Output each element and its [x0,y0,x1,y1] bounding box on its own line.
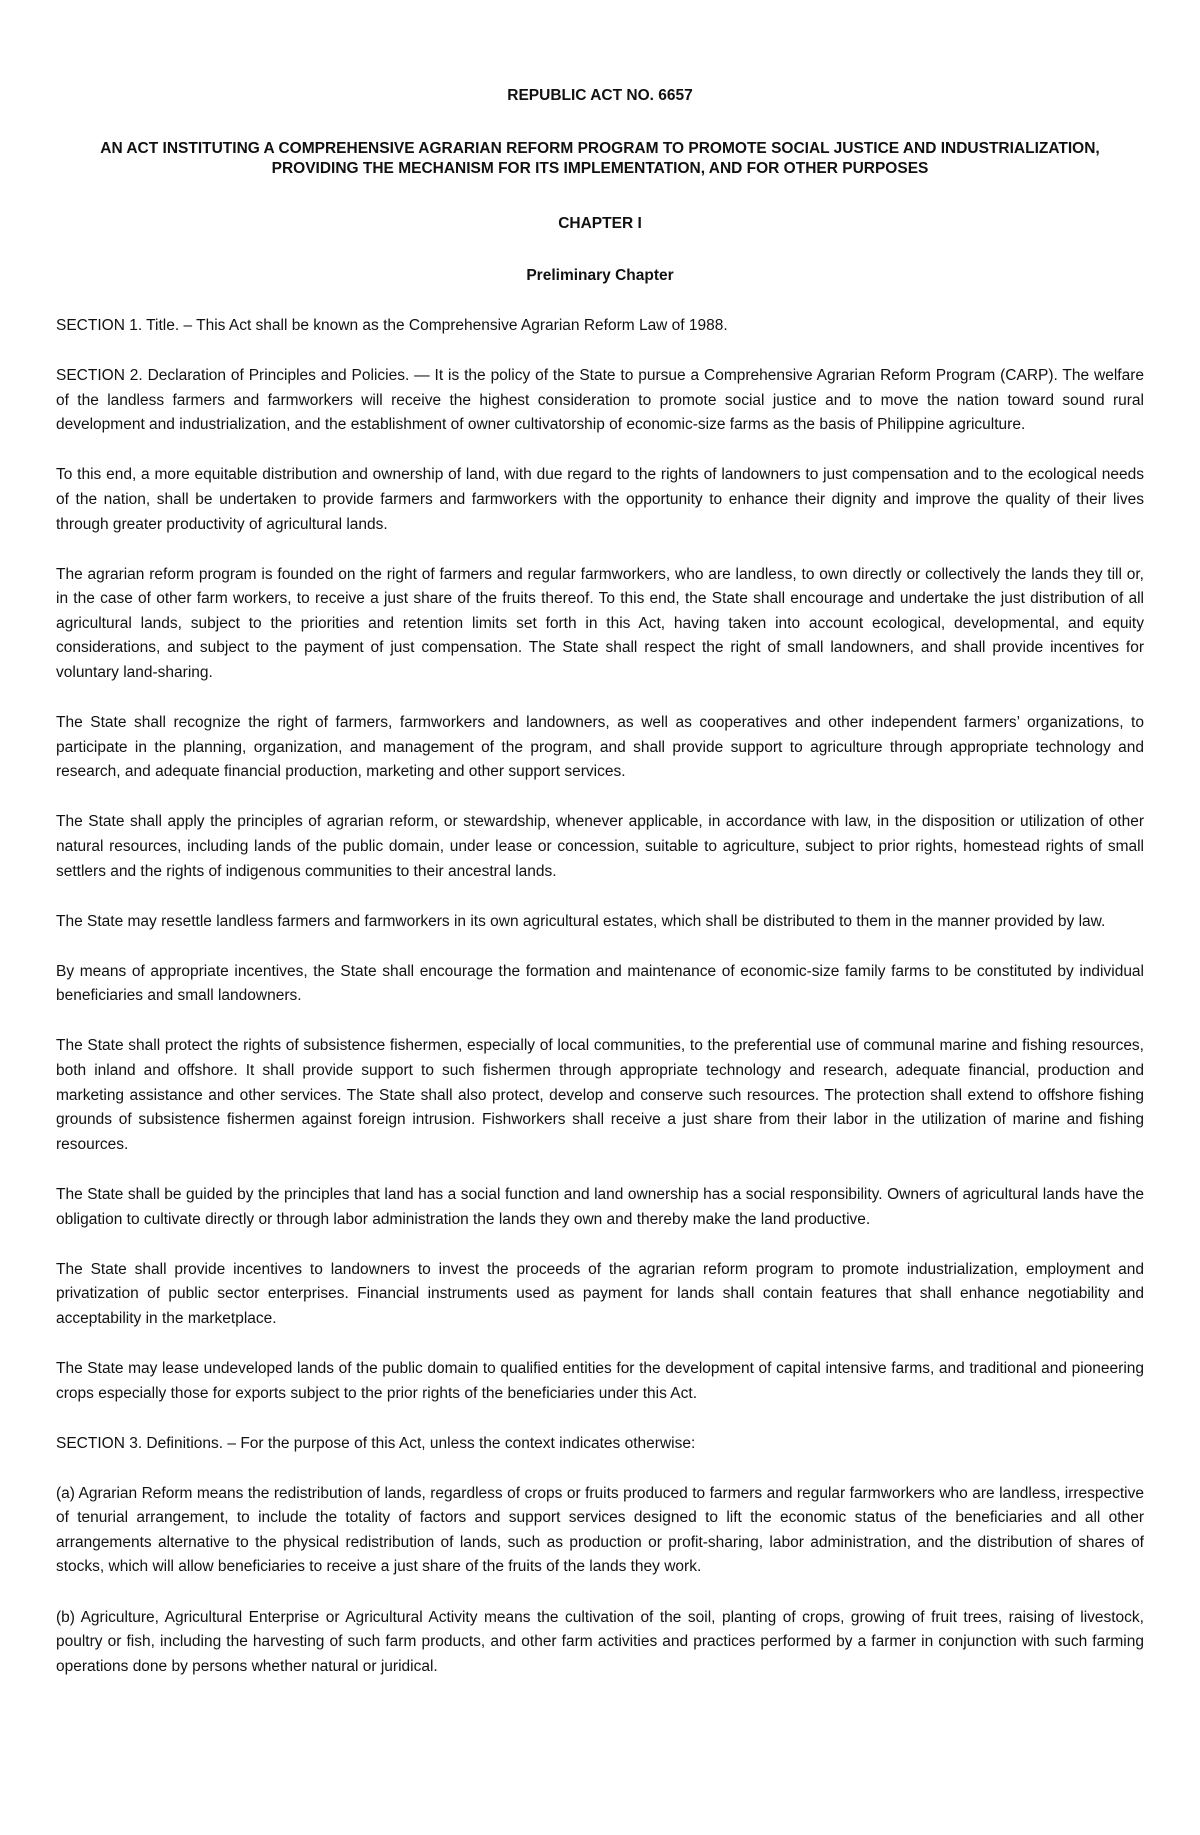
definition-b-paragraph: (b) Agriculture, Agricultural Enterprise or Agricultural Activity means the cultivation of the soil, planting of crops, growing of fruit trees, raising of livestock, poultry or fish, including the harvesting of such farm products, and other farm activities and practices performed by a farmer in conjunction with such farming operations done by persons whether natural or juridical. [56,1608,1144,1675]
body-paragraph: The State may resettle landless farmers and farmworkers in its own agricultural estates, which shall be distributed to them in the manner provided by law. [56,912,1106,930]
body-paragraph: By means of appropriate incentives, the State shall encourage the formation and maintenance of economic-size family farms to be constituted by individual beneficiaries and small landowners. [56,962,1144,1005]
section-2-paragraph: SECTION 2. Declaration of Principles and Policies. — It is the policy of the State to pursue a Comprehensive Agrarian Reform Program (CARP). The welfare of the landless farmers and farmworkers will receive the highest consideration to promote social justice and to move the nation toward sound rural development and industrialization, and the establishment of owner cultivatorship of economic-size farms as the basis of Philippine agriculture. [56,367,1144,434]
body-paragraph: The State shall be guided by the principles that land has a social function and land ownership has a social responsibility. Owners of agricultural lands have the obligation to cultivate directly or through labor administration the lands they own and thereby make the land productive. [56,1185,1144,1228]
body-paragraph: The State shall apply the principles of agrarian reform, or stewardship, whenever applicable, in accordance with law, in the disposition or utilization of other natural resources, including lands of the public domain, under lease or concession, suitable to agriculture, subject to prior rights, homestead rights of small settlers and the rights of indigenous communities to their ancestral lands. [56,813,1144,880]
chapter-title-heading: Preliminary Chapter [526,267,674,284]
act-number-heading: REPUBLIC ACT NO. 6657 [507,87,693,104]
body-paragraph: The State shall recognize the right of farmers, farmworkers and landowners, as well as cooperatives and other independent farmers’ organizations, to participate in the planning, organization, and management of the program, and shall provide support to agriculture through appropriate technology and research, and adequate financial production, marketing and other support services. [56,714,1144,781]
definition-a-paragraph: (a) Agrarian Reform means the redistribution of lands, regardless of crops or fruits produced to farmers and regular farmworkers who are landless, irrespective of tenurial arrangement, to include the totality of factors and support services designed to lift the economic status of the beneficiaries and all other arrangements alternative to the physical redistribution of lands, such as production or profit-sharing, labor administration, and the distribution of shares of stocks, which will allow beneficiaries to receive a just share of the fruits of the lands they work. [56,1484,1144,1576]
body-paragraph: To this end, a more equitable distribution and ownership of land, with due regard to the rights of landowners to just compensation and to the ecological needs of the nation, shall be undertaken to provide farmers and farmworkers with the opportunity to enhance their dignity and improve the quality of their lives through greater productivity of agricultural lands. [56,466,1144,533]
body-paragraph: The State may lease undeveloped lands of the public domain to qualified entities for the development of capital intensive farms, and traditional and pioneering crops especially those for exports subject to the prior rights of the beneficiaries under this Act. [56,1359,1144,1402]
body-paragraph: The agrarian reform program is founded on the right of farmers and regular farmworkers, who are landless, to own directly or collectively the lands they till or, in the case of other farm workers, to receive a just share of the fruits thereof. To this end, the State shall encourage and undertake the just distribution of all agricultural lands, subject to the priorities and retention limits set forth in this Act, having taken into account ecological, developmental, and equity considerations, and subject to the payment of just compensation. The State shall respect the right of small landowners, and shall provide incentives for voluntary land-sharing. [56,565,1144,682]
section-1-paragraph: SECTION 1. Title. – This Act shall be known as the Comprehensive Agrarian Reform Law of 1988. [56,317,728,334]
section-3-paragraph: SECTION 3. Definitions. – For the purpose of this Act, unless the context indicates otherwise: [56,1434,696,1452]
document-body [56,314,1144,1705]
act-title-heading: AN ACT INSTITUTING A COMPREHENSIVE AGRARIAN REFORM PROGRAM TO PROMOTE SOCIAL JUSTICE AND INDUSTRIALIZATION, PROVIDING THE MECHANISM FOR ITS IMPLEMENTATION, AND FOR OTHER PURPOSES [100,140,1100,177]
body-paragraph: The State shall protect the rights of subsistence fishermen, especially of local communities, to the preferential use of communal marine and fishing resources, both inland and offshore. It shall provide support to such fishermen through appropriate technology and research, adequate financial, production and marketing assistance and other services. The State shall also protect, develop and conserve such resources. The protection shall extend to offshore fishing grounds of subsistence fishermen against foreign intrusion. Fishworkers shall receive a just share from their labor in the utilization of marine and fishing resources. [56,1037,1144,1153]
body-paragraph: The State shall provide incentives to landowners to invest the proceeds of the agrarian reform program to promote industrialization, employment and privatization of public sector enterprises. Financial instruments used as payment for lands shall contain features that shall enhance negotiability and acceptability in the marketplace. [56,1260,1144,1327]
chapter-heading: CHAPTER I [558,215,642,232]
